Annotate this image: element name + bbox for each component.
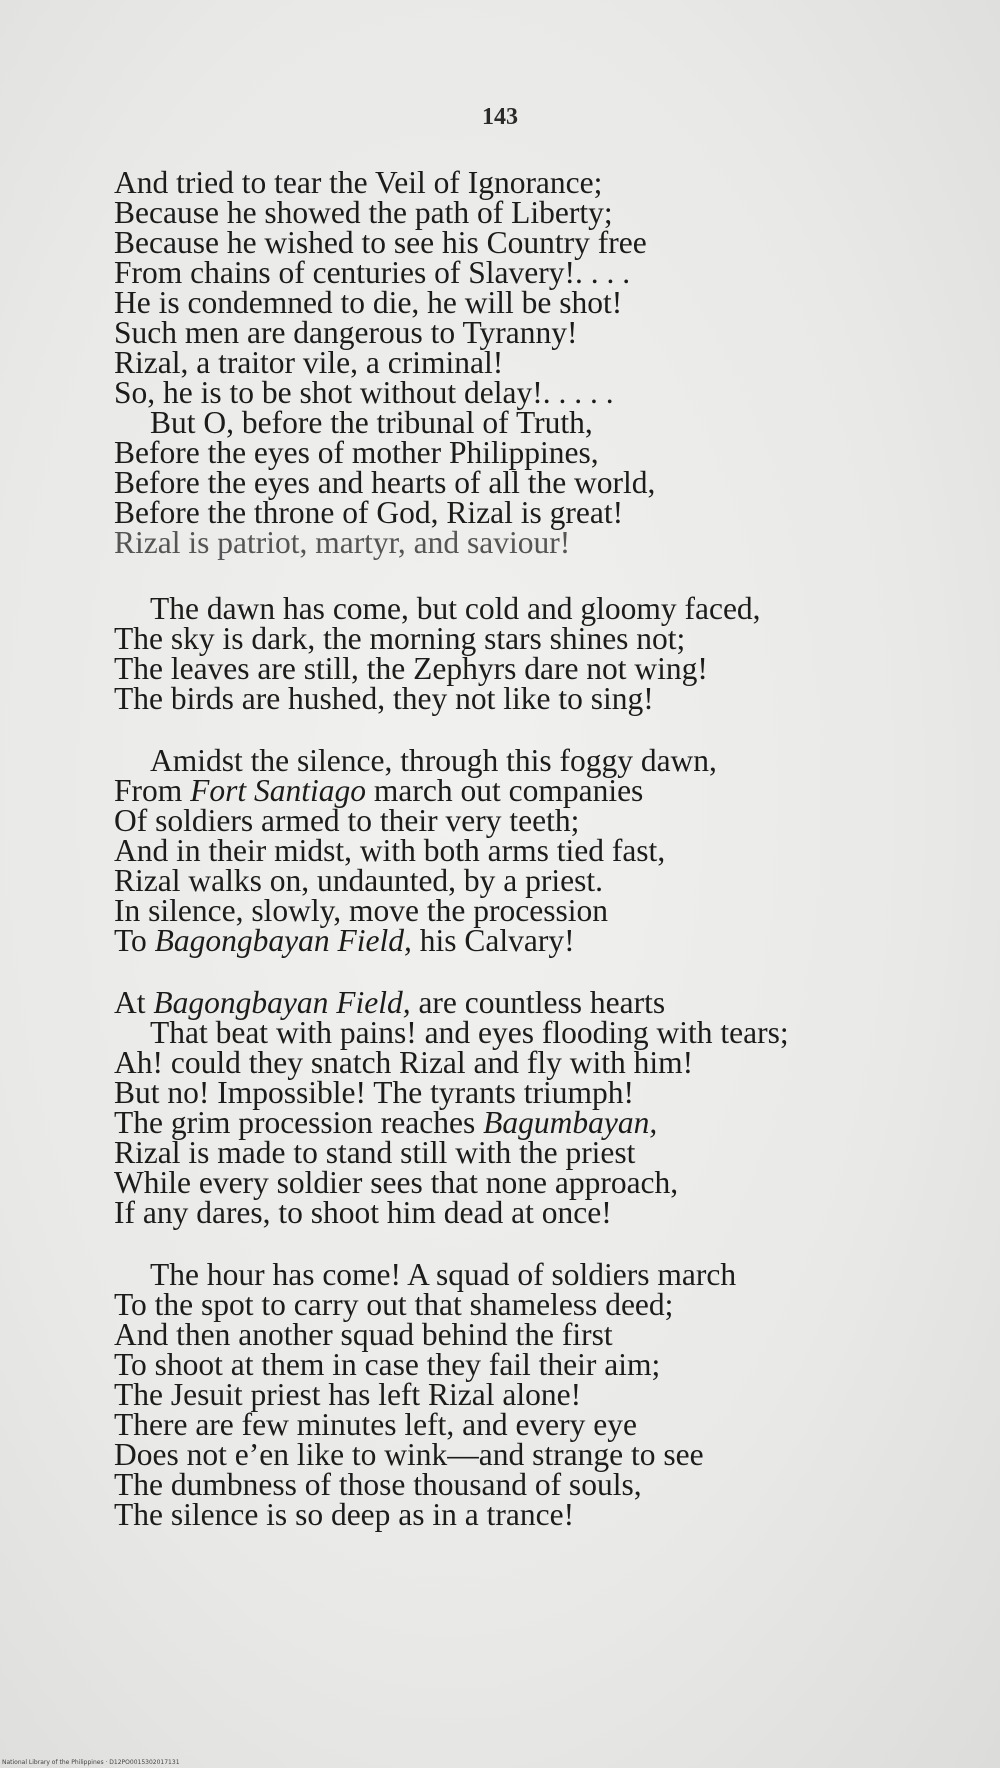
poem-line: Amidst the silence, through this foggy dawn, xyxy=(150,743,717,778)
poem-line xyxy=(114,773,974,808)
poem-line: The dumbness of those thousand of souls, xyxy=(114,1467,642,1502)
poem-line: So, he is to be shot without delay!. . . . . xyxy=(114,375,614,410)
poem-text xyxy=(114,165,974,1532)
place-name: Bagongbayan Field, xyxy=(153,985,411,1020)
poem-line: Rizal is patriot, martyr, and saviour! xyxy=(114,525,571,560)
poem-line: Before the eyes and hearts of all the world, xyxy=(114,465,656,500)
line-text: The grim procession reaches xyxy=(114,1105,484,1140)
poem-line: And in their midst, with both arms tied fast, xyxy=(114,833,666,868)
line-text: At xyxy=(114,985,154,1020)
poem-line: In silence, slowly, move the procession xyxy=(114,893,608,928)
stanza-4 xyxy=(114,985,974,1230)
poem-line: Does not e’en like to wink—and strange to see xyxy=(114,1437,704,1472)
stanza-5 xyxy=(114,1257,974,1532)
scan-footer: National Library of the Philippines · D12PO0015302017131 xyxy=(2,1759,180,1766)
poem-line: And then another squad behind the first xyxy=(114,1317,613,1352)
poem-line: Because he showed the path of Liberty; xyxy=(114,195,613,230)
poem-line: But no! Impossible! The tyrants triumph! xyxy=(114,1075,634,1110)
poem-line: To the spot to carry out that shameless deed; xyxy=(114,1287,674,1322)
poem-line: That beat with pains! and eyes flooding with tears; xyxy=(150,1015,789,1050)
poem-line: If any dares, to shoot him dead at once! xyxy=(114,1195,612,1230)
poem-line: The Jesuit priest has left Rizal alone! xyxy=(114,1377,582,1412)
line-text: his Calvary! xyxy=(411,923,575,958)
poem-line: Because he wished to see his Country free xyxy=(114,225,647,260)
line-text: march out companies xyxy=(366,773,644,808)
poem-line: Of soldiers armed to their very teeth; xyxy=(114,803,580,838)
poem-line: Before the throne of God, Rizal is great! xyxy=(114,495,624,530)
poem-line: Ah! could they snatch Rizal and fly with him! xyxy=(114,1045,694,1080)
poem-line: Before the eyes of mother Philippines, xyxy=(114,435,599,470)
place-name: Fort Santiago xyxy=(190,773,367,808)
page-number: 143 xyxy=(482,104,518,130)
stanza-2 xyxy=(114,591,974,716)
stanza-1 xyxy=(114,165,974,560)
place-name: Bagongbayan Field, xyxy=(154,923,412,958)
poem-line: From chains of centuries of Slavery!. . . . xyxy=(114,255,631,290)
poem-line xyxy=(114,985,974,1020)
poem-line: Such men are dangerous to Tyranny! xyxy=(114,315,578,350)
poem-line: The birds are hushed, they not like to sing! xyxy=(114,681,654,716)
poem-line xyxy=(114,923,974,958)
poem-line: The sky is dark, the morning stars shines not; xyxy=(114,621,686,656)
poem-line: There are few minutes left, and every eye xyxy=(114,1407,637,1442)
poem-line: He is condemned to die, he will be shot! xyxy=(114,285,623,320)
poem-line xyxy=(114,1105,974,1140)
poem-line: But O, before the tribunal of Truth, xyxy=(150,405,593,440)
poem-line: And tried to tear the Veil of Ignorance; xyxy=(114,165,603,200)
poem-line: While every soldier sees that none approach, xyxy=(114,1165,679,1200)
poem-line: The leaves are still, the Zephyrs dare not wing! xyxy=(114,651,708,686)
stanza-3 xyxy=(114,743,974,958)
poem-line: Rizal, a traitor vile, a criminal! xyxy=(114,345,504,380)
line-text: are countless hearts xyxy=(410,985,666,1020)
line-text: To xyxy=(114,923,155,958)
poem-line: The dawn has come, but cold and gloomy faced, xyxy=(150,591,761,626)
place-name: Bagumbayan, xyxy=(483,1105,658,1140)
poem-line: Rizal is made to stand still with the priest xyxy=(114,1135,636,1170)
line-text: From xyxy=(114,773,191,808)
poem-line: The silence is so deep as in a trance! xyxy=(114,1497,575,1532)
poem-line: The hour has come! A squad of soldiers march xyxy=(150,1257,737,1292)
poem-line: Rizal walks on, undaunted, by a priest. xyxy=(114,863,604,898)
poem-line: To shoot at them in case they fail their aim; xyxy=(114,1347,661,1382)
